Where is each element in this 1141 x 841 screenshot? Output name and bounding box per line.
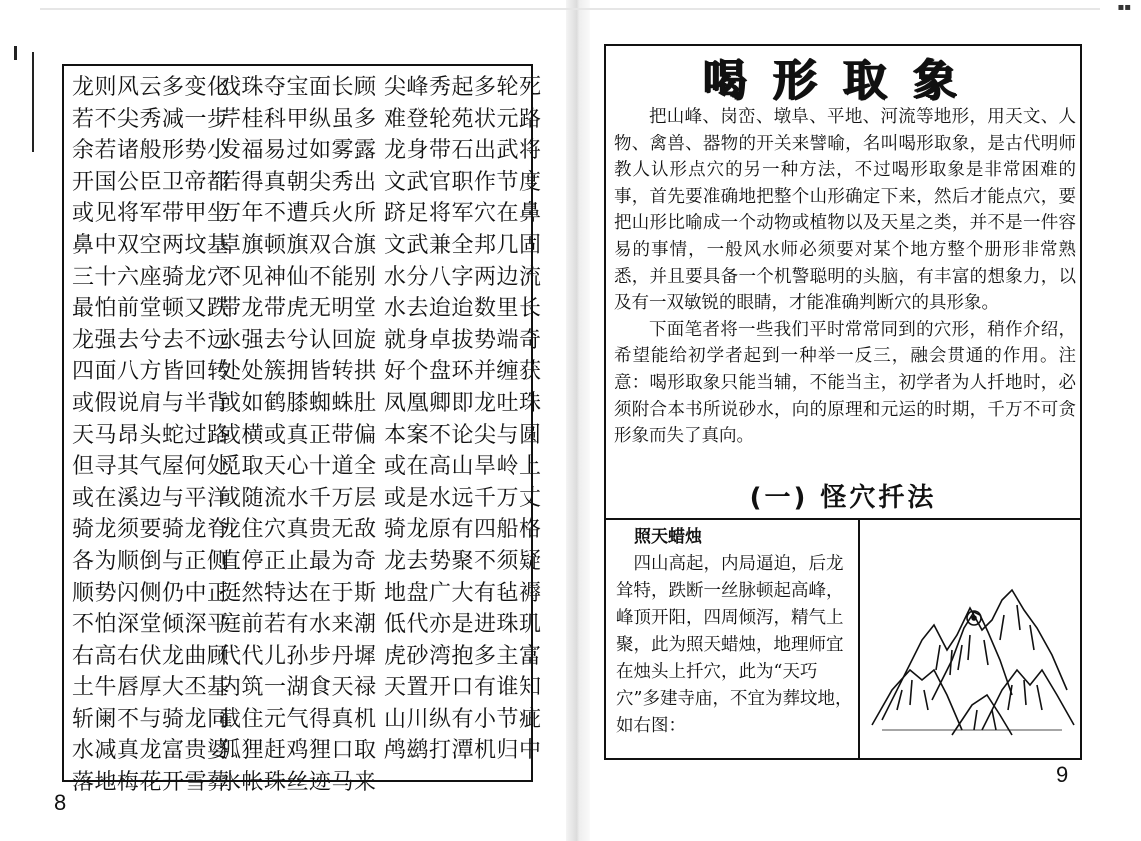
poem-column-2 [219,72,377,799]
poem-line: 骑龙须要骑龙脊 [72,517,230,543]
poem-line: 或随流水千万层 [219,485,377,511]
paragraph-1: 把山峰、岗峦、墩阜、平地、河流等地形，用天文、人物、禽兽、器物的开关来譬喻，名叫喝形取象，是古代明师教人认形点穴的另一种方法，不过喝形取象是非常困难的事，首先要准确地把整个山形确定下来，然后才能点穴，要把山形比喻成一个动物或植物以及天星之类，并不是一件容易的事情，一般风水师必须要对某个地方整个册形非常熟悉，并且要具备一个机警聪明的头脑，有丰富的想象力，以及有一双敏锐的眼睛，才能准确判断穴的具形象。 [614,107,1076,314]
poem-line: 鼻中双空两坟基 [72,232,230,258]
poem-line: 不见神仙不能别 [219,264,377,290]
poem-line: 天马昂头蛇过路 [72,422,230,448]
poem-line: 或如鹤膝蜘蛛肚 [219,390,377,416]
poem-line: 水帐珠丝迹马来 [219,770,377,796]
column-divider [858,520,860,760]
poem-line: 觅取天心十道全 [219,454,377,480]
poem-line: 庭前若有水来潮 [219,612,377,638]
poem-line: 卓旗顿旗双合旗 [219,232,377,258]
poem-line: 各为顺倒与正侧 [72,548,230,574]
page-number-right: 9 [1056,762,1069,787]
poem-line: 但寻其气屋何处 [72,454,230,480]
poem-column-3 [384,72,542,767]
poem-line: 跻足将军穴在鼻 [384,201,542,227]
poem-line: 余若诸般形势小 [72,138,230,164]
book-spine [566,0,590,841]
page-title: 喝形取象 [703,55,983,106]
poem-line: 截住元气得真机 [219,706,377,732]
poem-line: 龙强去兮去不远 [72,327,230,353]
poem-line: 直停正止最为奇 [219,548,377,574]
poem-line: 地盘广大有毡褥 [384,580,542,606]
poem-line: 四面八方皆回转 [72,359,230,385]
poem-line: 右高右伏龙曲顾 [72,643,230,669]
poem-line: 水减真龙富贵婆 [72,738,230,764]
poem-line: 或在溪边与平洋 [72,485,230,511]
mountain-illustration [862,520,1080,760]
poem-line: 万年不遭兵火所 [219,201,377,227]
poem-line: 山川纵有小节疵 [384,706,542,732]
poem-line: 带龙带虎无明堂 [219,296,377,322]
poem-line: 狐狸赶鸡狸口取 [219,738,377,764]
poem-line: 代代儿孙步丹墀 [219,643,377,669]
subsection-body: 四山高起，内局逼迫，后龙耸特，跌断一丝脉顿起高峰，峰顶开阳，四周倾泻，精气上聚，此为照天蜡烛，地理师宜在烛头上扦穴，此为“天巧穴”多建寺庙，不宜为葬坟地，如右图： [616,554,853,736]
poem-line: 水去迨迨数里长 [384,296,542,322]
right-page-box [604,44,1082,760]
poem-column-1 [72,72,230,799]
poem-line: 凤凰卿即龙吐珠 [384,390,542,416]
poem-line: 或见将军带甲坐 [72,201,230,227]
section-heading: (一) 怪穴扦法 [749,483,937,513]
intro-text [614,104,1076,450]
poem-line: 内筑一湖食天禄 [219,675,377,701]
poem-line: 或假说肩与半背 [72,390,230,416]
poem-line: 戏珠夺宝面长顾 [219,75,377,100]
poem-line: 骑龙原有四船格 [384,517,542,543]
subsection-box [606,518,1080,760]
poem-line: 龙身带石出武将 [384,138,542,164]
poem-line: 斩阑不与骑龙同 [72,706,230,732]
poem-line: 或横或真正带偏 [219,422,377,448]
poem-line: 处处簇拥皆转拱 [219,359,377,385]
poem-line: 龙去势聚不须疑 [384,548,542,574]
poem-line: 若不尖秀减一步 [72,106,230,132]
poem-line: 难登轮苑状元路 [384,106,542,132]
poem-line: 鸬鹚打潭机归中 [384,738,542,764]
poem-line: 最怕前堂顿又跌 [72,296,230,322]
subsection-title: 照天蜡烛 [634,527,702,547]
poem-line: 挺然特达在于斯 [219,580,377,606]
poem-line: 三十六座骑龙穴 [72,264,230,290]
poem-line: 不怕深堂倾深平 [72,612,230,638]
poem-line: 落地梅花开雪葬 [72,770,230,796]
margin-marks [14,46,44,156]
poem-line: 顺势闪侧仍中正 [72,580,230,606]
poem-line: 龙则风云多变化 [72,75,230,100]
page-number-left: 8 [54,790,67,815]
poem-line: 好个盘环并缠获 [384,359,542,385]
corner-mark: ▪▪ [1117,2,1131,13]
poem-line: 土牛唇厚大丕基 [72,675,230,701]
poem-line: 天置开口有谁知 [384,675,542,701]
subsection-text [616,524,856,740]
poem-line: 或在高山旱岭上 [384,454,542,480]
poem-line: 尖峰秀起多轮死 [384,75,542,100]
poem-line: 水强去兮认回旋 [219,327,377,353]
poem-box [62,64,542,796]
poem-line: 开国公臣卫帝都 [72,169,230,195]
poem-line: 龙住穴真贵无敌 [219,517,377,543]
poem-line: 文武兼全邦几固 [384,232,542,258]
poem-line: 或是水远千万丈 [384,485,542,511]
poem-line: 文武官职作节度 [384,169,542,195]
poem-line: 若得真朝尖秀出 [219,169,377,195]
paragraph-2: 下面笔者将一些我们平时常常同到的穴形，稍作介绍，希望能给初学者起到一种举一反三，融会贯通的作用。注意：喝形取象只能当辅，不能当主，初学者为人扦地时，必须附合本书所说砂水，向的原理和元运的时期，千万不可贪形象而失了真向。 [614,319,1076,447]
poem-line: 就身卓拔势端奇 [384,327,542,353]
page-edge [40,8,1100,10]
poem-line: 水分八字两边流 [384,264,542,290]
poem-line: 虎砂湾抱多主富 [384,643,542,669]
poem-line: 芹桂科甲纵虽多 [219,106,377,132]
poem-line: 低代亦是进珠玑 [384,612,542,638]
poem-line: 本案不论尖与圆 [384,422,542,448]
poem-line: 发福易过如雾露 [219,138,377,164]
